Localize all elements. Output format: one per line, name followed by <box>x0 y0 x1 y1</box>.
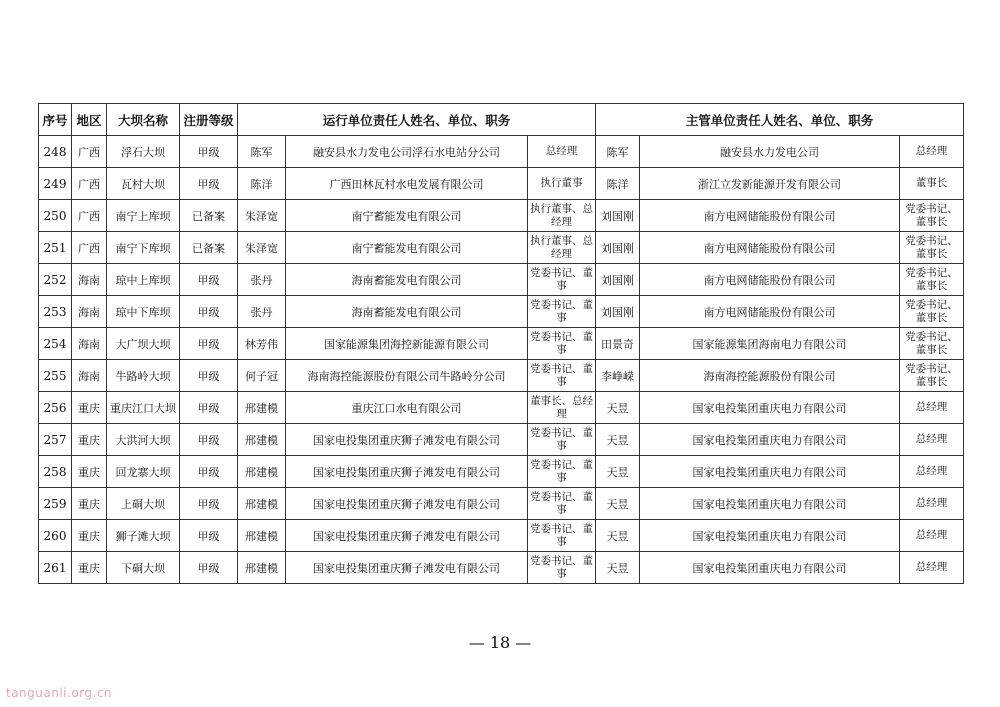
operator-name-cell: 张丹 <box>238 264 286 296</box>
operator-title-cell: 执行董事 <box>528 168 596 200</box>
table-row <box>39 168 964 200</box>
manager-name-cell: 田景奇 <box>596 328 640 360</box>
row-number: 249 <box>39 168 72 200</box>
manager-name-cell: 刘国刚 <box>596 232 640 264</box>
dam-name-cell: 南宁下库坝 <box>107 232 180 264</box>
manager-unit-cell: 国家能源集团海南电力有限公司 <box>640 328 900 360</box>
operator-unit-cell: 国家电投集团重庆狮子滩发电有限公司 <box>286 520 528 552</box>
manager-name-cell: 刘国刚 <box>596 264 640 296</box>
operator-title-cell: 党委书记、董事 <box>528 360 596 392</box>
dam-name-cell: 大洪河大坝 <box>107 424 180 456</box>
operator-unit-cell: 国家能源集团海控新能源有限公司 <box>286 328 528 360</box>
region-cell: 重庆 <box>72 488 107 520</box>
region-cell: 海南 <box>72 264 107 296</box>
operator-title-cell: 董事长、总经理 <box>528 392 596 424</box>
operator-unit-cell: 国家电投集团重庆狮子滩发电有限公司 <box>286 552 528 584</box>
table-body <box>39 136 964 584</box>
row-number: 254 <box>39 328 72 360</box>
header-operator: 运行单位责任人姓名、单位、职务 <box>238 104 596 136</box>
row-number: 250 <box>39 200 72 232</box>
manager-title-cell: 总经理 <box>900 424 964 456</box>
operator-title-cell: 执行董事、总经理 <box>528 200 596 232</box>
level-cell: 甲级 <box>180 360 238 392</box>
region-cell: 重庆 <box>72 552 107 584</box>
dam-name-cell: 下硐大坝 <box>107 552 180 584</box>
manager-name-cell: 刘国刚 <box>596 296 640 328</box>
region-cell: 海南 <box>72 328 107 360</box>
row-number: 252 <box>39 264 72 296</box>
region-cell: 海南 <box>72 360 107 392</box>
level-cell: 甲级 <box>180 552 238 584</box>
operator-title-cell: 党委书记、董事 <box>528 456 596 488</box>
dam-name-cell: 狮子滩大坝 <box>107 520 180 552</box>
operator-unit-cell: 海南蓄能发电有限公司 <box>286 296 528 328</box>
table-row <box>39 392 964 424</box>
header-no: 序号 <box>39 104 72 136</box>
table-header-row <box>39 104 964 136</box>
header-region: 地区 <box>72 104 107 136</box>
manager-title-cell: 总经理 <box>900 392 964 424</box>
level-cell: 已备案 <box>180 232 238 264</box>
table-row <box>39 264 964 296</box>
operator-name-cell: 邢建模 <box>238 392 286 424</box>
table-row <box>39 424 964 456</box>
operator-title-cell: 党委书记、董事 <box>528 552 596 584</box>
dam-registry-table <box>38 103 964 584</box>
manager-title-cell: 总经理 <box>900 456 964 488</box>
table-row <box>39 520 964 552</box>
dam-name-cell: 大广坝大坝 <box>107 328 180 360</box>
level-cell: 甲级 <box>180 488 238 520</box>
manager-name-cell: 天昱 <box>596 552 640 584</box>
table-row <box>39 488 964 520</box>
manager-unit-cell: 国家电投集团重庆电力有限公司 <box>640 424 900 456</box>
manager-title-cell: 党委书记、董事长 <box>900 360 964 392</box>
manager-title-cell: 总经理 <box>900 488 964 520</box>
manager-name-cell: 天昱 <box>596 520 640 552</box>
level-cell: 甲级 <box>180 136 238 168</box>
header-level: 注册等级 <box>180 104 238 136</box>
row-number: 260 <box>39 520 72 552</box>
manager-title-cell: 总经理 <box>900 520 964 552</box>
dam-name-cell: 重庆江口大坝 <box>107 392 180 424</box>
operator-unit-cell: 广西田林瓦村水电发展有限公司 <box>286 168 528 200</box>
table-row <box>39 360 964 392</box>
operator-name-cell: 朱泽宽 <box>238 200 286 232</box>
operator-name-cell: 邢建模 <box>238 488 286 520</box>
manager-title-cell: 党委书记、董事长 <box>900 296 964 328</box>
operator-name-cell: 张丹 <box>238 296 286 328</box>
operator-unit-cell: 融安县水力发电公司浮石水电站分公司 <box>286 136 528 168</box>
table-row <box>39 552 964 584</box>
dam-name-cell: 琼中上库坝 <box>107 264 180 296</box>
region-cell: 重庆 <box>72 520 107 552</box>
manager-unit-cell: 国家电投集团重庆电力有限公司 <box>640 552 900 584</box>
manager-unit-cell: 南方电网储能股份有限公司 <box>640 200 900 232</box>
region-cell: 重庆 <box>72 456 107 488</box>
manager-unit-cell: 国家电投集团重庆电力有限公司 <box>640 392 900 424</box>
table-row <box>39 136 964 168</box>
level-cell: 已备案 <box>180 200 238 232</box>
level-cell: 甲级 <box>180 168 238 200</box>
manager-title-cell: 党委书记、董事长 <box>900 200 964 232</box>
manager-title-cell: 党委书记、董事长 <box>900 328 964 360</box>
operator-title-cell: 党委书记、董事 <box>528 424 596 456</box>
dam-name-cell: 上硐大坝 <box>107 488 180 520</box>
table-row <box>39 328 964 360</box>
operator-name-cell: 陈军 <box>238 136 286 168</box>
region-cell: 海南 <box>72 296 107 328</box>
manager-name-cell: 刘国刚 <box>596 200 640 232</box>
manager-unit-cell: 国家电投集团重庆电力有限公司 <box>640 456 900 488</box>
level-cell: 甲级 <box>180 456 238 488</box>
level-cell: 甲级 <box>180 264 238 296</box>
level-cell: 甲级 <box>180 392 238 424</box>
manager-unit-cell: 海南海控能源股份有限公司 <box>640 360 900 392</box>
manager-unit-cell: 南方电网储能股份有限公司 <box>640 296 900 328</box>
header-manager: 主管单位责任人姓名、单位、职务 <box>596 104 964 136</box>
row-number: 251 <box>39 232 72 264</box>
manager-unit-cell: 浙江立发新能源开发有限公司 <box>640 168 900 200</box>
operator-name-cell: 邢建模 <box>238 552 286 584</box>
operator-unit-cell: 南宁蓄能发电有限公司 <box>286 232 528 264</box>
dam-name-cell: 牛路岭大坝 <box>107 360 180 392</box>
row-number: 259 <box>39 488 72 520</box>
operator-unit-cell: 国家电投集团重庆狮子滩发电有限公司 <box>286 456 528 488</box>
region-cell: 广西 <box>72 200 107 232</box>
dam-name-cell: 瓦村大坝 <box>107 168 180 200</box>
region-cell: 广西 <box>72 136 107 168</box>
manager-unit-cell: 国家电投集团重庆电力有限公司 <box>640 488 900 520</box>
operator-name-cell: 邢建模 <box>238 520 286 552</box>
operator-name-cell: 陈洋 <box>238 168 286 200</box>
manager-unit-cell: 国家电投集团重庆电力有限公司 <box>640 520 900 552</box>
row-number: 248 <box>39 136 72 168</box>
operator-unit-cell: 南宁蓄能发电有限公司 <box>286 200 528 232</box>
operator-title-cell: 总经理 <box>528 136 596 168</box>
row-number: 257 <box>39 424 72 456</box>
operator-unit-cell: 海南海控能源股份有限公司牛路岭分公司 <box>286 360 528 392</box>
manager-name-cell: 陈军 <box>596 136 640 168</box>
dam-name-cell: 南宁上库坝 <box>107 200 180 232</box>
operator-name-cell: 朱泽宽 <box>238 232 286 264</box>
operator-title-cell: 党委书记、董事 <box>528 488 596 520</box>
operator-name-cell: 何子冠 <box>238 360 286 392</box>
manager-name-cell: 天昱 <box>596 392 640 424</box>
level-cell: 甲级 <box>180 296 238 328</box>
operator-title-cell: 党委书记、董事 <box>528 296 596 328</box>
operator-name-cell: 邢建模 <box>238 456 286 488</box>
table-row <box>39 456 964 488</box>
operator-name-cell: 林芳伟 <box>238 328 286 360</box>
operator-unit-cell: 国家电投集团重庆狮子滩发电有限公司 <box>286 488 528 520</box>
table-row <box>39 232 964 264</box>
manager-unit-cell: 融安县水力发电公司 <box>640 136 900 168</box>
operator-title-cell: 执行董事、总经理 <box>528 232 596 264</box>
table-row <box>39 200 964 232</box>
row-number: 261 <box>39 552 72 584</box>
operator-unit-cell: 海南蓄能发电有限公司 <box>286 264 528 296</box>
level-cell: 甲级 <box>180 424 238 456</box>
manager-name-cell: 陈洋 <box>596 168 640 200</box>
watermark-text: tanguanli.org.cn <box>6 686 113 700</box>
operator-title-cell: 党委书记、董事 <box>528 264 596 296</box>
row-number: 253 <box>39 296 72 328</box>
region-cell: 广西 <box>72 168 107 200</box>
manager-title-cell: 党委书记、董事长 <box>900 264 964 296</box>
operator-unit-cell: 国家电投集团重庆狮子滩发电有限公司 <box>286 424 528 456</box>
header-dam-name: 大坝名称 <box>107 104 180 136</box>
manager-name-cell: 天昱 <box>596 424 640 456</box>
row-number: 258 <box>39 456 72 488</box>
page-number: — 18 — <box>468 633 532 652</box>
row-number: 256 <box>39 392 72 424</box>
operator-unit-cell: 重庆江口水电有限公司 <box>286 392 528 424</box>
region-cell: 重庆 <box>72 392 107 424</box>
dam-name-cell: 回龙寨大坝 <box>107 456 180 488</box>
region-cell: 重庆 <box>72 424 107 456</box>
manager-title-cell: 总经理 <box>900 552 964 584</box>
level-cell: 甲级 <box>180 520 238 552</box>
manager-name-cell: 李峥嵘 <box>596 360 640 392</box>
manager-title-cell: 党委书记、董事长 <box>900 232 964 264</box>
manager-title-cell: 董事长 <box>900 168 964 200</box>
level-cell: 甲级 <box>180 328 238 360</box>
table-row <box>39 296 964 328</box>
row-number: 255 <box>39 360 72 392</box>
manager-name-cell: 天昱 <box>596 456 640 488</box>
manager-unit-cell: 南方电网储能股份有限公司 <box>640 264 900 296</box>
manager-unit-cell: 南方电网储能股份有限公司 <box>640 232 900 264</box>
operator-title-cell: 党委书记、董事 <box>528 328 596 360</box>
manager-name-cell: 天昱 <box>596 488 640 520</box>
dam-name-cell: 琼中下库坝 <box>107 296 180 328</box>
region-cell: 广西 <box>72 232 107 264</box>
manager-title-cell: 总经理 <box>900 136 964 168</box>
operator-name-cell: 邢建模 <box>238 424 286 456</box>
dam-name-cell: 浮石大坝 <box>107 136 180 168</box>
operator-title-cell: 党委书记、董事 <box>528 520 596 552</box>
